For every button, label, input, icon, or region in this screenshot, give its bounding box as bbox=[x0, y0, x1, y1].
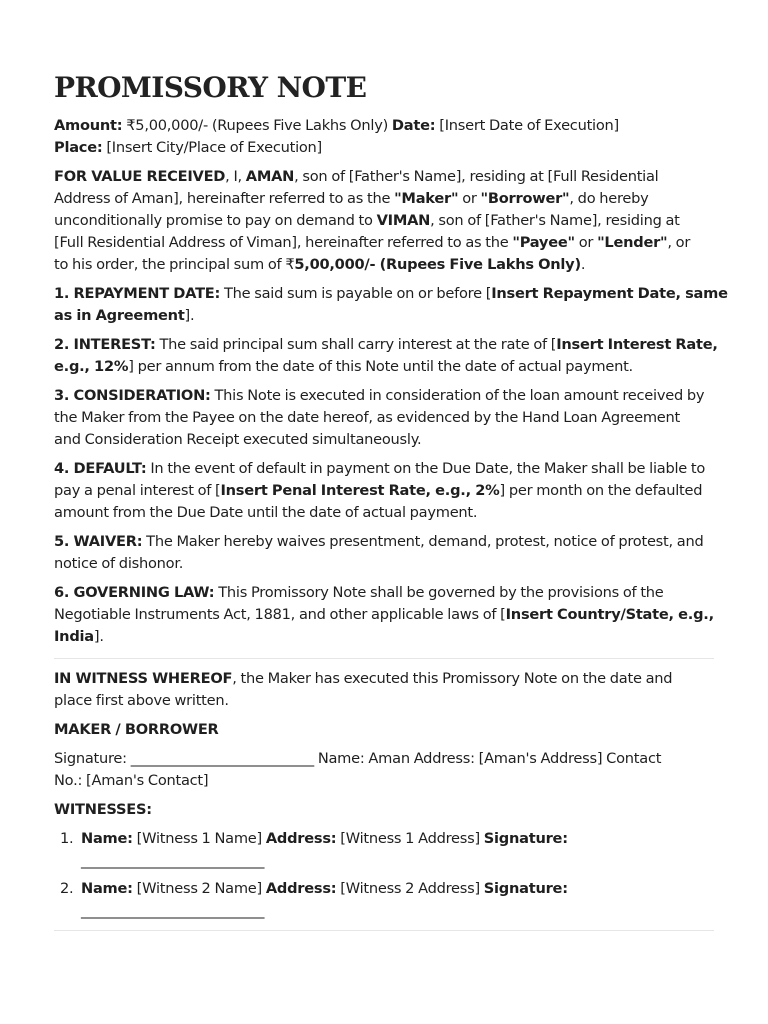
address-value: [Witness 1 Address] bbox=[336, 830, 484, 847]
clause-text: The said sum is payable on or before [ bbox=[220, 285, 492, 302]
clause-repayment-date bbox=[54, 283, 728, 327]
witness-clause-text: , the Maker has executed this Promissory Note on the date and bbox=[232, 670, 673, 687]
witnesses-heading-text: WITNESSES: bbox=[54, 801, 152, 818]
clause-placeholder: Insert Country/State, e.g., bbox=[505, 606, 714, 623]
clause-placeholder: Insert Repayment Date, same bbox=[491, 285, 728, 302]
clause-text: ]. bbox=[93, 628, 104, 645]
clause-line: the Maker from the Payee on the date hereof, as evidenced by the Hand Loan Agreement bbox=[54, 409, 680, 426]
lender-term: "Lender" bbox=[597, 234, 668, 251]
signature-line: __________________________ bbox=[81, 902, 265, 919]
intro-text: or bbox=[458, 190, 481, 207]
name-value: [Witness 1 Name] bbox=[132, 830, 266, 847]
clause-line bbox=[54, 334, 718, 356]
clause-text: ] per annum from the date of this Note until the date of actual payment. bbox=[128, 358, 633, 375]
clause-text: pay a penal interest of [ bbox=[54, 482, 221, 499]
clause-text: ] per month on the defaulted bbox=[499, 482, 703, 499]
for-value-received: FOR VALUE RECEIVED bbox=[54, 168, 226, 185]
maker-term: "Maker" bbox=[394, 190, 459, 207]
clause-line bbox=[54, 305, 714, 327]
place-label: Place: bbox=[54, 139, 103, 156]
clause-line: notice of dishonor. bbox=[54, 555, 184, 572]
header-details bbox=[54, 115, 666, 159]
intro-text: , son of [Father's Name], residing at [Full Residential bbox=[294, 168, 659, 185]
clause-line bbox=[54, 604, 714, 626]
clause-line bbox=[54, 626, 714, 648]
clause-line bbox=[54, 283, 728, 305]
clause-placeholder: e.g., 12% bbox=[54, 358, 129, 375]
signature-line: __________________________ bbox=[81, 852, 265, 869]
principal-sum: 5,00,000/- (Rupees Five Lakhs Only) bbox=[294, 256, 581, 273]
place-value: [Insert City/Place of Execution] bbox=[106, 139, 322, 156]
clause-placeholder: as in Agreement bbox=[54, 307, 185, 324]
witness-clause bbox=[54, 668, 714, 712]
date-label: Date: bbox=[391, 117, 436, 134]
document-page bbox=[54, 0, 728, 931]
address-label: Address: bbox=[265, 880, 337, 897]
witness-clause-line bbox=[54, 668, 714, 690]
clause-line bbox=[54, 356, 714, 378]
intro-text: unconditionally promise to pay on demand to bbox=[54, 212, 377, 229]
clause-text: ]. bbox=[184, 307, 195, 324]
witness-list bbox=[54, 828, 714, 922]
witnesses-heading bbox=[54, 799, 714, 821]
clause-placeholder: Insert Penal Interest Rate, e.g., 2% bbox=[220, 482, 500, 499]
intro-text: , do hereby bbox=[569, 190, 649, 207]
section-divider bbox=[54, 658, 714, 659]
clause-line bbox=[54, 531, 714, 553]
clause-line: and Consideration Receipt executed simultaneously. bbox=[54, 431, 422, 448]
payee-name: VIMAN bbox=[376, 212, 431, 229]
date-value: [Insert Date of Execution] bbox=[435, 117, 619, 134]
maker-name: AMAN bbox=[245, 168, 295, 185]
amount-label: Amount: bbox=[54, 117, 123, 134]
clause-heading: 6. GOVERNING LAW: bbox=[54, 584, 215, 601]
intro-text: Address of Aman], hereinafter referred to as the bbox=[54, 190, 395, 207]
intro-line bbox=[54, 188, 714, 210]
maker-line: Signature: __________________________ Name: Aman Address: [Aman's Address] Contact bbox=[54, 750, 662, 767]
clause-line bbox=[54, 582, 714, 604]
clause-line: amount from the Due Date until the date of actual payment. bbox=[54, 504, 478, 521]
maker-heading bbox=[54, 719, 714, 741]
witness-clause-line: place first above written. bbox=[54, 692, 229, 709]
clause-placeholder: Insert Interest Rate, bbox=[556, 336, 718, 353]
name-label: Name: bbox=[81, 880, 133, 897]
clause-placeholder: India bbox=[54, 628, 94, 645]
section-divider bbox=[54, 930, 714, 931]
address-label: Address: bbox=[265, 830, 337, 847]
maker-line: No.: [Aman's Contact] bbox=[54, 772, 209, 789]
clause-text: The said principal sum shall carry interest at the rate of [ bbox=[155, 336, 557, 353]
witness-item bbox=[54, 828, 714, 872]
witness-item bbox=[54, 878, 714, 922]
list-number: 2. bbox=[60, 880, 74, 897]
intro-line bbox=[54, 166, 714, 188]
intro-text: , I, bbox=[225, 168, 246, 185]
maker-heading-text: MAKER / BORROWER bbox=[54, 721, 219, 738]
clause-heading: 3. CONSIDERATION: bbox=[54, 387, 211, 404]
payee-term: "Payee" bbox=[512, 234, 575, 251]
clause-line bbox=[54, 385, 714, 407]
list-number: 1. bbox=[60, 830, 74, 847]
clause-heading: 1. REPAYMENT DATE: bbox=[54, 285, 221, 302]
intro-line bbox=[54, 232, 714, 254]
intro-text: , son of [Father's Name], residing at bbox=[430, 212, 680, 229]
intro-text: , or bbox=[667, 234, 691, 251]
clause-default bbox=[54, 458, 714, 524]
signature-label: Signature: bbox=[483, 830, 568, 847]
clause-interest bbox=[54, 334, 718, 378]
clause-governing-law bbox=[54, 582, 714, 648]
intro-line bbox=[54, 254, 714, 276]
clause-text: The Maker hereby waives presentment, demand, protest, notice of protest, and bbox=[142, 533, 704, 550]
intro-text: . bbox=[580, 256, 586, 273]
intro-text: or bbox=[574, 234, 598, 251]
name-value: [Witness 2 Name] bbox=[132, 880, 266, 897]
intro-text: [Full Residential Address of Viman], hereinafter referred to as the bbox=[54, 234, 513, 251]
clause-line bbox=[54, 480, 714, 502]
intro-text: to his order, the principal sum of ₹ bbox=[54, 256, 295, 273]
clause-heading: 5. WAIVER: bbox=[54, 533, 143, 550]
amount-value: ₹5,00,000/- (Rupees Five Lakhs Only) bbox=[122, 117, 392, 134]
clause-text: Negotiable Instruments Act, 1881, and other applicable laws of [ bbox=[54, 606, 506, 623]
document-title: PROMISSORY NOTE bbox=[54, 71, 367, 104]
signature-label: Signature: bbox=[483, 880, 568, 897]
intro-paragraph bbox=[54, 166, 714, 276]
clause-text: This Promissory Note shall be governed by the provisions of the bbox=[214, 584, 664, 601]
in-witness-whereof: IN WITNESS WHEREOF bbox=[54, 670, 233, 687]
address-value: [Witness 2 Address] bbox=[336, 880, 484, 897]
clause-waiver bbox=[54, 531, 714, 575]
maker-details bbox=[54, 748, 714, 792]
borrower-term: "Borrower" bbox=[480, 190, 570, 207]
clause-consideration bbox=[54, 385, 714, 451]
clause-heading: 4. DEFAULT: bbox=[54, 460, 147, 477]
clause-heading: 2. INTEREST: bbox=[54, 336, 156, 353]
name-label: Name: bbox=[81, 830, 133, 847]
intro-line bbox=[54, 210, 714, 232]
clause-text: In the event of default in payment on the Due Date, the Maker shall be liable to bbox=[146, 460, 706, 477]
clause-line bbox=[54, 458, 714, 480]
clause-text: This Note is executed in consideration of the loan amount received by bbox=[210, 387, 705, 404]
